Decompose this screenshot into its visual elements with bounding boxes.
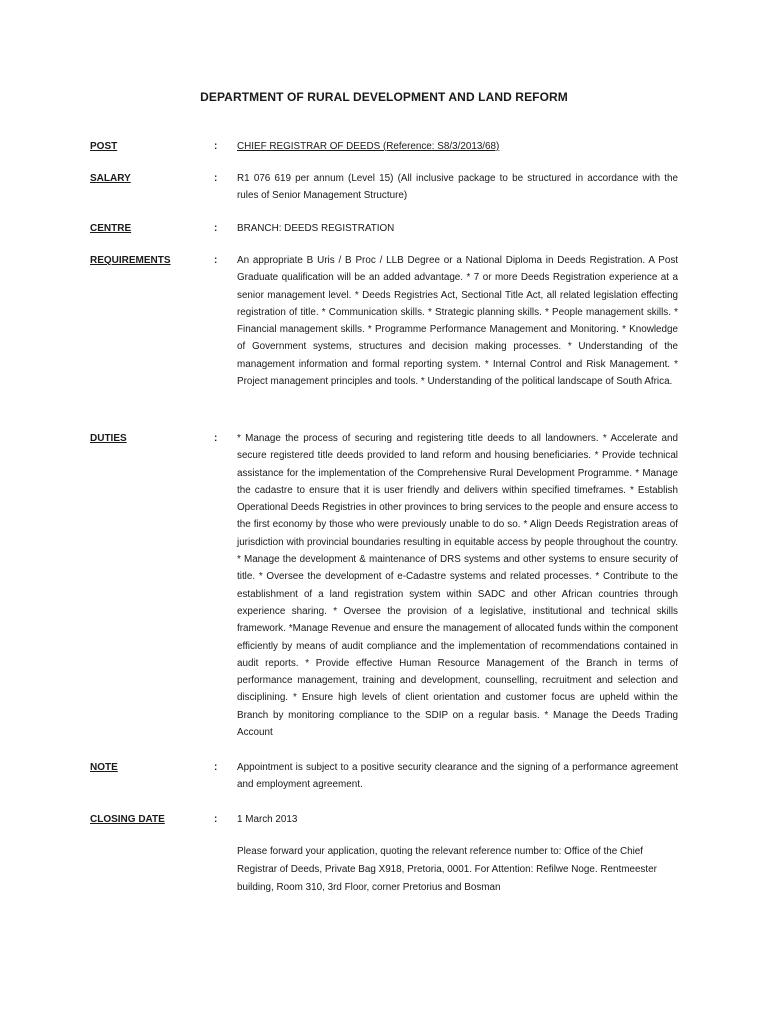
duties-value: * Manage the process of securing and registering title deeds to all landowners. * Accelerate and secure registered title deeds provided to land reform and housing beneficiaries. * Provide technical assistance for the implementation of the Comprehensive Rural Development Programme. * Manage the cadastre to ensure that it is user friendly and delivers within specified timeframes. * Establish Operational Deeds Registries in other provinces to bring services to the people and ensure access to the first economy by those who were previously unable to do so. * Align Deeds Registration areas of jurisdiction with provincial boundaries resulting in equitable access by people throughout the country. * Manage the development & maintenance of DRS systems and other systems to ensure security of title. * Oversee the development of e-Cadastre systems and related processes. * Contribute to the establishment of a land registration system within SADC and other African countries through experience sharing. * Oversee the provision of a legislative, institutional and technical skills framework. *Manage Revenue and ensure the management of allocated funds within the component efficiently by means of audit compliance and the implementation of recommendations contained in audit reports. * Provide effective Human Resource Management of the Branch in terms of performance management, training and development, counselling, recruitment and selection and disciplining. * Ensure high levels of client orientation and customer focus are upheld within the Branch by monitoring compliance to the SDIP on a regular basis. * Manage the Deeds Trading Account [237,433,678,739]
salary-label: SALARY [90,173,131,184]
application-instructions: Please forward your application, quoting the relevant reference number to: Office of the Chief Registrar of Deeds, Private Bag X918, Pretoria, 0001. For Attention: Refilwe Noge. Rentmeester building, Room 310, 3rd Floor, corner Pretorius and Bosman [237,846,657,893]
note-colon: : [214,762,218,773]
centre-value: BRANCH: DEEDS REGISTRATION [237,223,395,234]
note-label: NOTE [90,762,118,773]
post-label: POST [90,141,118,152]
requirements-label: REQUIREMENTS [90,255,171,266]
post-colon: : [214,141,218,152]
centre-label: CENTRE [90,223,132,234]
salary-value: R1 076 619 per annum (Level 15) (All inclusive package to be structured in accordance with the rules of Senior Management Structure) [237,173,678,202]
closing-date-value: 1 March 2013 [237,814,298,825]
salary-colon: : [214,173,218,184]
duties-label: DUTIES [90,433,127,444]
centre-colon: : [214,223,218,234]
page-title: DEPARTMENT OF RURAL DEVELOPMENT AND LAND REFORM [200,90,568,104]
closing-date-label: CLOSING DATE [90,814,165,825]
closing-date-colon: : [214,814,218,825]
duties-colon: : [214,433,218,444]
requirements-colon: : [214,255,218,266]
requirements-value: An appropriate B Uris / B Proc / LLB Degree or a National Diploma in Deeds Registration. A Post Graduate qualification will be an added advantage. * 7 or more Deeds Registration experience at a senior management level. * Deeds Registries Act, Sectional Title Act, all related legislation effecting registration of title. * Communication skills. * Strategic planning skills. * People management skills. * Financial management skills. * Programme Performance Management and Monitoring. * Knowledge of Government systems, structures and decision making processes. * Understanding of the management information and formal reporting system. * Internal Control and Risk Management. * Project management principles and tools. * Understanding of the political landscape of South Africa. [237,255,678,388]
post-value: CHIEF REGISTRAR OF DEEDS (Reference: S8/3/2013/68) [237,141,500,152]
note-value: Appointment is subject to a positive security clearance and the signing of a performance agreement and employment agreement. [237,762,678,791]
